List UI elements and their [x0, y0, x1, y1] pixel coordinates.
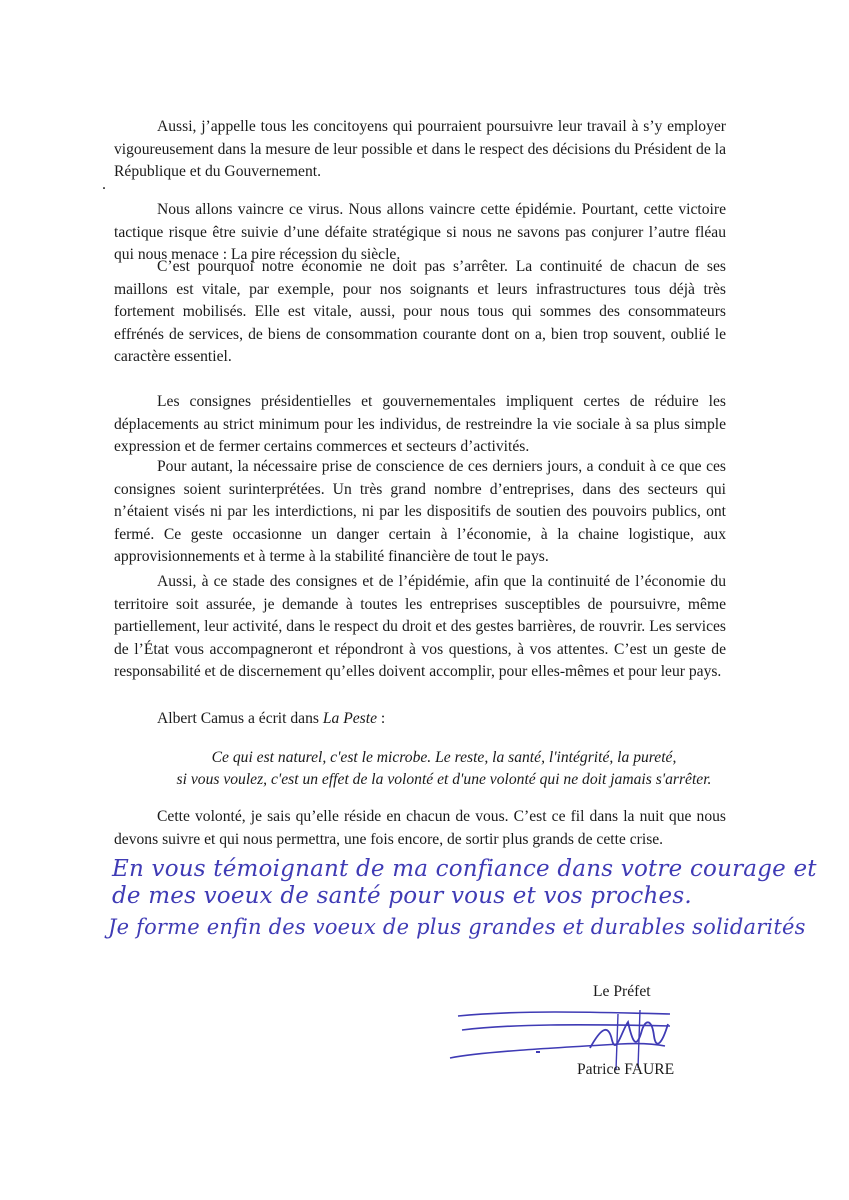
quote-line-2: si vous voulez, c'est un effet de la volonté et d'une volonté qui ne doit jamais s'arrêter. [176, 771, 712, 788]
camus-intro [114, 708, 726, 731]
closing-paragraph: Cette volonté, je sais qu’elle réside en chacun de vous. C’est ce fil dans la nuit que nous devons suivre et qui nous permettra, une fois encore, de sortir plus grands de cette crise. [114, 808, 726, 848]
paragraph-5: Pour autant, la nécessaire prise de conscience de ces derniers jours, a conduit à ce que ces consignes soient surinterprétées. Un très grand nombre d’entreprises, dans des secteurs qui n’étaient visés ni par les interdictions, ni par les dispositifs de soutien des pouvoirs publics, ont fermé. Ce geste occasionne un danger certain à l’économie, à la chaine logistique, aux approvisionnements et à terme à la stabilité financière de tout le pays. [114, 458, 726, 566]
handwritten-line-3: Je forme enfin des voeux de plus grandes et durables solidarités [108, 915, 806, 939]
handwritten-line-2: de mes voeux de santé pour vous et vos proches. [112, 883, 692, 909]
paragraph-4: Les consignes présidentielles et gouvernementales impliquent certes de réduire les déplacements au strict minimum pour les individus, de restreindre la vie sociale à sa plus simple expression et de fermer certains commerces et secteurs d’activités. [114, 393, 726, 456]
paragraph-2: Nous allons vaincre ce virus. Nous allons vaincre cette épidémie. Pourtant, cette victoire tactique risque être suivie d’une défaite stratégique si nous ne savons pas conjurer l’autre fléau qui nous menace : La pire récession du siècle. [114, 201, 726, 264]
paragraph-3: C’est pourquoi notre économie ne doit pas s’arrêter. La continuité de chacun de ses maillons est vitale, par exemple, pour nos soignants et leurs infrastructures tous déjà très fortement mobilisés. Elle est vitale, aussi, pour nous tous qui sommes des consommateurs effrénés de services, de biens de consommation courante dont on a, bien trop souvent, oublié le caractère essentiel. [114, 258, 726, 366]
signatory-title: Le Préfet [593, 983, 651, 1000]
camus-intro-before: Albert Camus a écrit dans [157, 710, 323, 727]
signatory-name: Patrice FAURE [577, 1061, 675, 1078]
camus-intro-work: La Peste [322, 710, 377, 727]
stray-dot: . [102, 176, 106, 193]
camus-intro-after: : [377, 710, 386, 727]
paragraph-1: Aussi, j’appelle tous les concitoyens qui pourraient poursuivre leur travail à s’y employer vigoureusement dans la mesure de leur possible et dans le respect des décisions du Président de la République et du Gouvernement. [114, 118, 726, 181]
paragraph-6: Aussi, à ce stade des consignes et de l’épidémie, afin que la continuité de l’économie du territoire soit assurée, je demande à toutes les entreprises susceptibles de poursuivre, même partiellement, leur activité, dans le respect du droit et des gestes barrières, de rouvrir. Les services de l’État vous accompagneront et répondront à vos questions, à vos attentes. C’est un geste de responsabilité et de discernement qu’elles doivent accomplir, pour elles-mêmes et pour leur pays. [114, 573, 726, 681]
handwritten-line-1: En vous témoignant de ma confiance dans votre courage et [112, 856, 817, 882]
quote-line-1: Ce qui est naturel, c'est le microbe. Le reste, la santé, l'intégrité, la pureté, [211, 749, 677, 766]
